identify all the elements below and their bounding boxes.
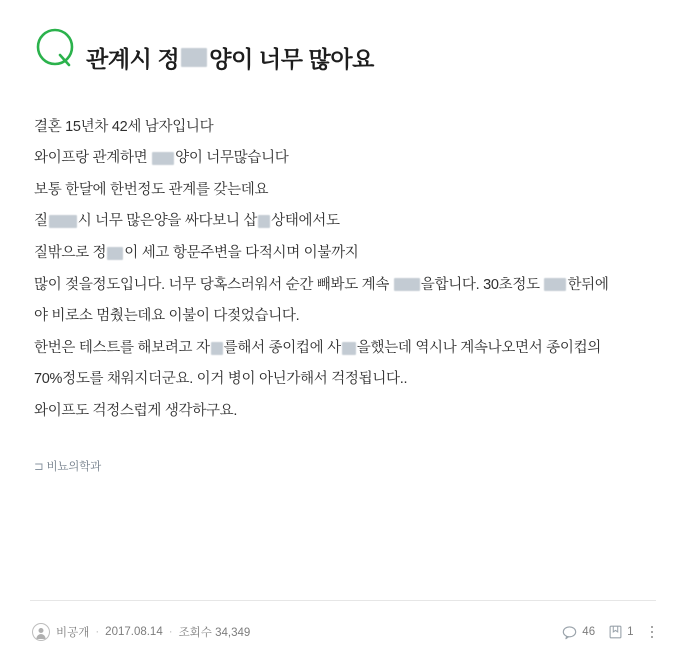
meta-separator-2: ·	[168, 626, 173, 638]
post-paragraph	[34, 333, 652, 365]
footer-divider	[30, 600, 656, 601]
redaction-block	[342, 342, 356, 355]
category-tag[interactable]	[34, 458, 652, 474]
paragraph-text: 결혼 15년차 42세 남자입니다	[34, 118, 214, 135]
view-count: 조회수 34,349	[178, 627, 251, 639]
paragraph-text: 많이 젖을정도입니다. 너무 당혹스러워서 순간 빼봐도 계속	[34, 276, 393, 293]
bookmark-button[interactable]	[609, 625, 633, 639]
post-actions	[562, 624, 656, 641]
post-paragraph	[34, 301, 652, 333]
post-date: 2017.08.14	[105, 626, 163, 638]
redaction-block	[211, 342, 223, 355]
paragraph-text: 을합니다. 30초정도	[420, 276, 544, 293]
title-text-before: 관계시 정	[86, 46, 180, 73]
post-paragraph	[34, 175, 652, 207]
kebab-menu-icon[interactable]	[648, 624, 657, 641]
paragraph-text: 를해서 종이컵에 사	[223, 339, 341, 356]
paragraph-text: 한뒤에	[567, 276, 609, 293]
post-title-row	[34, 24, 652, 90]
question-mark-icon	[34, 26, 76, 68]
title-text-after: 양이 너무 많아요	[209, 46, 374, 73]
paragraph-text: 70%정도를 채워지더군요. 이거 병이 아닌가해서 걱정됩니다..	[34, 371, 408, 388]
post-paragraph	[34, 206, 652, 238]
tag-bracket-icon: ⊐	[34, 460, 44, 473]
post-paragraph	[34, 238, 652, 270]
paragraph-text: 야 비로소 멈췄는데요 이불이 다젖었습니다.	[34, 308, 300, 325]
user-avatar-icon	[32, 623, 50, 641]
post-footer	[32, 615, 656, 649]
paragraph-text: 와이프랑 관계하면	[34, 150, 152, 167]
paragraph-text: 보통 한달에 한번정도 관계를 갖는데요	[34, 181, 269, 198]
paragraph-text: 을했는데 역시나 계속나오면서 종이컵의	[356, 339, 602, 356]
paragraph-text: 양이 너무많습니다	[175, 150, 289, 167]
post-paragraph	[34, 364, 652, 396]
redaction-block	[544, 278, 566, 291]
paragraph-text: 질	[34, 213, 48, 230]
comment-count: 46	[582, 626, 596, 638]
bookmark-icon	[609, 625, 622, 639]
comment-button[interactable]	[562, 625, 595, 640]
redaction-block	[258, 215, 270, 228]
paragraph-text: 한번은 테스트를 해보려고 자	[34, 339, 210, 356]
redaction-block	[152, 152, 174, 165]
paragraph-text: 시 너무 많은양을 싸다보니 삽	[77, 213, 258, 230]
post-paragraph	[34, 270, 652, 302]
bookmark-count: 1	[627, 626, 634, 638]
meta-separator-1: ·	[95, 626, 100, 638]
post-paragraph	[34, 143, 652, 175]
paragraph-text: 질밖으로 정	[34, 245, 107, 261]
paragraph-text: 상태에서도	[271, 213, 340, 230]
title-redaction	[181, 48, 207, 67]
post-paragraph	[34, 112, 652, 144]
author-name[interactable]: 비공개	[56, 627, 90, 639]
paragraph-text: 와이프도 걱정스럽게 생각하구요.	[34, 403, 238, 420]
post-paragraph	[34, 396, 652, 428]
redaction-block	[107, 247, 123, 260]
comment-icon	[562, 625, 577, 640]
post-body	[34, 112, 652, 428]
redaction-block	[49, 215, 77, 228]
paragraph-text: 이 세고 항문주변을 다적시며 이불까지	[124, 245, 359, 261]
redaction-block	[394, 278, 420, 291]
post-meta	[32, 623, 250, 641]
page-title	[86, 39, 374, 74]
tag-label: 비뇨의학과	[46, 460, 101, 473]
